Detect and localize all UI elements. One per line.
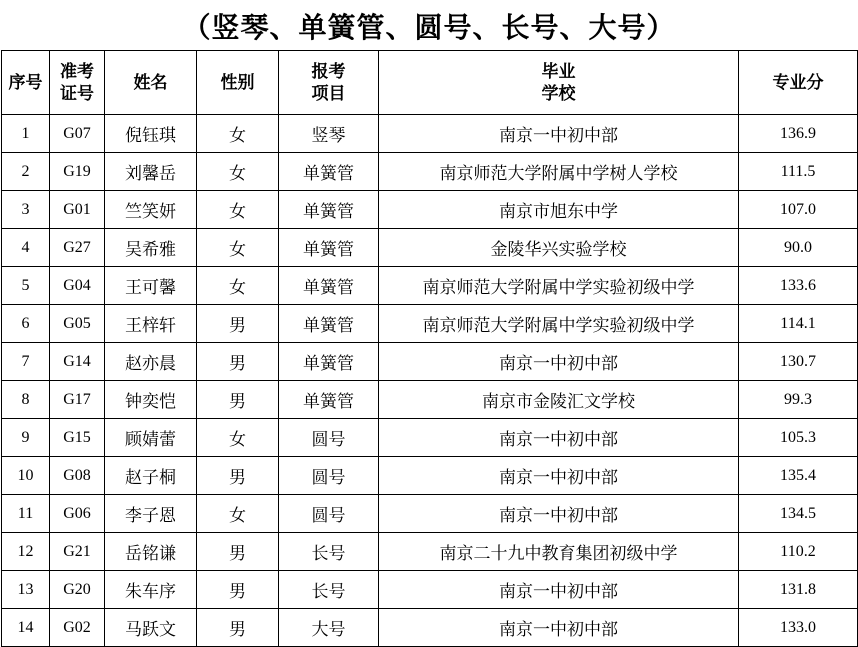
cell-exam-id: G06 xyxy=(50,495,105,533)
header-school xyxy=(379,51,739,115)
cell-seq: 2 xyxy=(2,153,50,191)
cell-exam-id: G14 xyxy=(50,343,105,381)
cell-score: 114.1 xyxy=(739,305,858,343)
cell-school: 南京一中初中部 xyxy=(379,343,739,381)
cell-exam-id: G19 xyxy=(50,153,105,191)
cell-exam-id: G01 xyxy=(50,191,105,229)
table-row xyxy=(2,419,858,457)
cell-school: 南京一中初中部 xyxy=(379,419,739,457)
cell-seq: 3 xyxy=(2,191,50,229)
cell-name: 岳铭谦 xyxy=(105,533,197,571)
cell-school: 南京师范大学附属中学实验初级中学 xyxy=(379,305,739,343)
header-exam-id xyxy=(50,51,105,115)
header-gender: 性别 xyxy=(197,51,279,115)
cell-school: 南京市金陵汇文学校 xyxy=(379,381,739,419)
header-score: 专业分 xyxy=(739,51,858,115)
cell-exam-id: G15 xyxy=(50,419,105,457)
cell-name: 顾婧蕾 xyxy=(105,419,197,457)
cell-gender: 男 xyxy=(197,457,279,495)
header-item-line2: 项目 xyxy=(311,83,346,104)
header-item xyxy=(279,51,379,115)
table-row xyxy=(2,609,858,647)
cell-exam-id: G07 xyxy=(50,115,105,153)
cell-exam-id: G08 xyxy=(50,457,105,495)
cell-school: 南京市旭东中学 xyxy=(379,191,739,229)
cell-item: 圆号 xyxy=(279,419,379,457)
cell-item: 大号 xyxy=(279,609,379,647)
cell-name: 李子恩 xyxy=(105,495,197,533)
cell-gender: 男 xyxy=(197,609,279,647)
cell-gender: 女 xyxy=(197,495,279,533)
cell-score: 134.5 xyxy=(739,495,858,533)
cell-seq: 1 xyxy=(2,115,50,153)
header-name: 姓名 xyxy=(105,51,197,115)
cell-gender: 女 xyxy=(197,229,279,267)
header-seq: 序号 xyxy=(2,51,50,115)
cell-name: 竺笑妍 xyxy=(105,191,197,229)
cell-name: 吴希雅 xyxy=(105,229,197,267)
cell-item: 长号 xyxy=(279,533,379,571)
cell-seq: 14 xyxy=(2,609,50,647)
cell-score: 133.0 xyxy=(739,609,858,647)
cell-school: 南京一中初中部 xyxy=(379,571,739,609)
header-exam-id-line1: 准考 xyxy=(60,61,94,82)
cell-seq: 4 xyxy=(2,229,50,267)
cell-gender: 女 xyxy=(197,115,279,153)
cell-item: 单簧管 xyxy=(279,191,379,229)
cell-exam-id: G27 xyxy=(50,229,105,267)
cell-score: 99.3 xyxy=(739,381,858,419)
cell-school: 南京师范大学附属中学树人学校 xyxy=(379,153,739,191)
cell-name: 马跃文 xyxy=(105,609,197,647)
cell-gender: 男 xyxy=(197,305,279,343)
cell-gender: 女 xyxy=(197,191,279,229)
cell-score: 130.7 xyxy=(739,343,858,381)
table-row xyxy=(2,267,858,305)
page-title: （竖琴、单簧管、圆号、长号、大号） xyxy=(182,11,676,44)
cell-seq: 5 xyxy=(2,267,50,305)
table-row xyxy=(2,191,858,229)
cell-score: 110.2 xyxy=(739,533,858,571)
header-school-line2: 学校 xyxy=(541,83,576,104)
cell-score: 105.3 xyxy=(739,419,858,457)
cell-gender: 女 xyxy=(197,419,279,457)
table-row xyxy=(2,571,858,609)
cell-item: 单簧管 xyxy=(279,229,379,267)
header-item-line1: 报考 xyxy=(311,61,346,82)
cell-exam-id: G21 xyxy=(50,533,105,571)
cell-item: 单簧管 xyxy=(279,343,379,381)
cell-seq: 13 xyxy=(2,571,50,609)
cell-score: 136.9 xyxy=(739,115,858,153)
cell-school: 南京一中初中部 xyxy=(379,609,739,647)
cell-gender: 男 xyxy=(197,343,279,381)
header-school-line1: 毕业 xyxy=(541,61,576,82)
cell-name: 刘馨岳 xyxy=(105,153,197,191)
cell-seq: 6 xyxy=(2,305,50,343)
cell-seq: 10 xyxy=(2,457,50,495)
cell-name: 王可馨 xyxy=(105,267,197,305)
cell-gender: 男 xyxy=(197,381,279,419)
cell-item: 长号 xyxy=(279,571,379,609)
table-row xyxy=(2,305,858,343)
cell-score: 133.6 xyxy=(739,267,858,305)
cell-school: 金陵华兴实验学校 xyxy=(379,229,739,267)
table-header-row xyxy=(2,51,858,115)
cell-name: 钟奕恺 xyxy=(105,381,197,419)
cell-score: 135.4 xyxy=(739,457,858,495)
cell-name: 赵子桐 xyxy=(105,457,197,495)
cell-exam-id: G17 xyxy=(50,381,105,419)
cell-gender: 男 xyxy=(197,533,279,571)
cell-item: 单簧管 xyxy=(279,267,379,305)
table-row xyxy=(2,343,858,381)
cell-seq: 11 xyxy=(2,495,50,533)
cell-item: 单簧管 xyxy=(279,305,379,343)
cell-school: 南京一中初中部 xyxy=(379,115,739,153)
cell-name: 赵亦晨 xyxy=(105,343,197,381)
cell-score: 107.0 xyxy=(739,191,858,229)
cell-seq: 7 xyxy=(2,343,50,381)
cell-seq: 9 xyxy=(2,419,50,457)
cell-score: 90.0 xyxy=(739,229,858,267)
cell-item: 圆号 xyxy=(279,495,379,533)
table-row xyxy=(2,229,858,267)
table-row xyxy=(2,533,858,571)
cell-gender: 女 xyxy=(197,153,279,191)
cell-name: 朱车序 xyxy=(105,571,197,609)
table-body xyxy=(2,115,858,647)
cell-seq: 12 xyxy=(2,533,50,571)
table-row xyxy=(2,495,858,533)
cell-name: 王梓轩 xyxy=(105,305,197,343)
cell-seq: 8 xyxy=(2,381,50,419)
table-row xyxy=(2,153,858,191)
cell-item: 圆号 xyxy=(279,457,379,495)
cell-score: 131.8 xyxy=(739,571,858,609)
cell-school: 南京师范大学附属中学实验初级中学 xyxy=(379,267,739,305)
cell-gender: 男 xyxy=(197,571,279,609)
table-row xyxy=(2,381,858,419)
table-row xyxy=(2,457,858,495)
cell-exam-id: G02 xyxy=(50,609,105,647)
cell-item: 竖琴 xyxy=(279,115,379,153)
cell-exam-id: G05 xyxy=(50,305,105,343)
table-row xyxy=(2,115,858,153)
cell-exam-id: G20 xyxy=(50,571,105,609)
cell-exam-id: G04 xyxy=(50,267,105,305)
score-table xyxy=(1,50,858,647)
cell-score: 111.5 xyxy=(739,153,858,191)
cell-gender: 女 xyxy=(197,267,279,305)
cell-name: 倪钰琪 xyxy=(105,115,197,153)
cell-school: 南京一中初中部 xyxy=(379,495,739,533)
cell-item: 单簧管 xyxy=(279,153,379,191)
cell-school: 南京二十九中教育集团初级中学 xyxy=(379,533,739,571)
header-exam-id-line2: 证号 xyxy=(60,83,94,104)
cell-school: 南京一中初中部 xyxy=(379,457,739,495)
cell-item: 单簧管 xyxy=(279,381,379,419)
